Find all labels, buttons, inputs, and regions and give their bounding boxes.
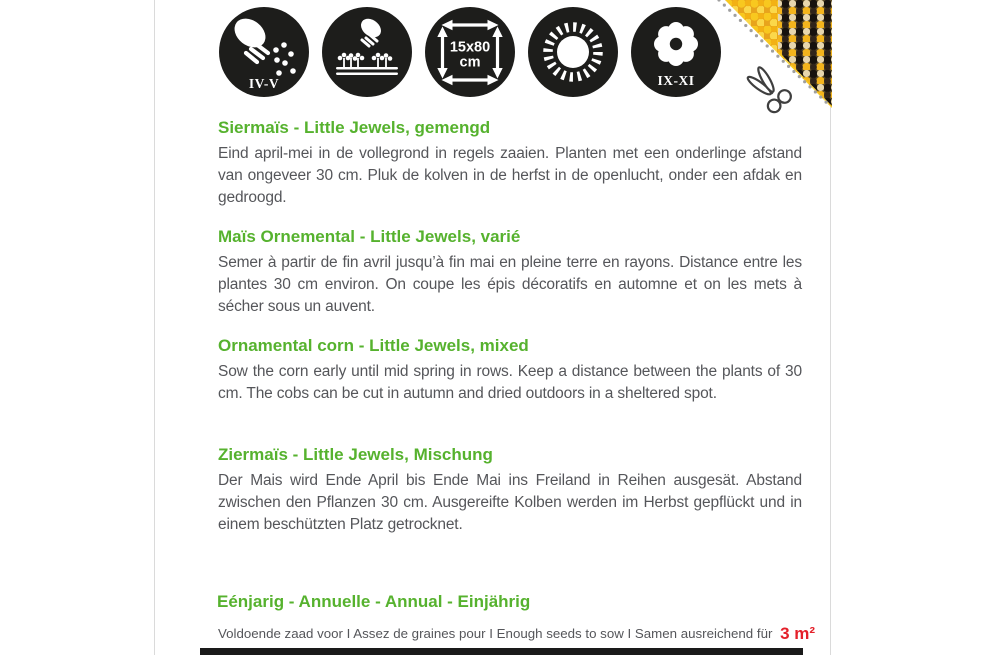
section-heading-en: Ornamental corn - Little Jewels, mixed xyxy=(218,336,529,355)
flowering-icon xyxy=(631,7,721,97)
annual-line: Eénjarig - Annuelle - Annual - Einjährig xyxy=(217,592,531,611)
sowing-hand-icon xyxy=(219,7,309,97)
seed-packet-back xyxy=(154,0,831,655)
section-body-de: Der Mais wird Ende April bis Ende Mai ins Freiland in Reihen ausgesät. Abstand zwischen den Pflanzen 30 cm. Ausgereifte Kolben werden im Herbst gepflückt und in einem beschützten Platz getrocknet. xyxy=(218,472,802,533)
section-german xyxy=(218,445,802,536)
bottom-black-bar xyxy=(200,648,803,655)
section-heading-fr: Maïs Ornemental - Little Jewels, varié xyxy=(218,227,521,246)
section-english xyxy=(218,336,802,405)
seeds-area-value: 3 m² xyxy=(780,624,816,643)
section-heading-de: Ziermaïs - Little Jewels, Mischung xyxy=(218,445,493,464)
section-heading-nl: Siermaïs - Little Jewels, gemengd xyxy=(218,118,491,137)
sowing-months-label: IV-V xyxy=(248,76,280,91)
section-french xyxy=(218,227,802,318)
flowering-months-label: IX-XI xyxy=(657,73,695,88)
section-body-en: Sow the corn early until mid spring in rows. Keep a distance between the plants of 30 cm. The cobs can be cut in autumn and dried outdoors in a sheltered spot. xyxy=(218,363,802,402)
plant-spacing-icon xyxy=(425,7,515,97)
sun-icon xyxy=(528,7,618,97)
seeds-sufficient-text: Voldoende zaad voor I Assez de graines pour I Enough seeds to sow I Samen ausreichend für xyxy=(218,626,773,641)
seeds-sufficient-line xyxy=(218,624,816,644)
sow-outdoors-icon xyxy=(322,7,412,97)
spacing-value-label: 15x80 xyxy=(449,39,491,56)
section-body-fr: Semer à partir de fin avril jusqu’à fin mai en pleine terre en rayons. Distance entre les plantes 30 cm environ. On coupe les épis décoratifs en automne et on les mets à sécher sous un auvent. xyxy=(218,254,802,315)
section-body-nl: Eind april-mei in de vollegrond in regels zaaien. Planten met een onderlinge afstand van ongeveer 30 cm. Pluk de kolven in de herfst in de openlucht, onder een afdak en gedroogd. xyxy=(218,145,802,206)
spacing-unit-label: cm xyxy=(459,54,481,71)
section-dutch xyxy=(218,118,802,209)
